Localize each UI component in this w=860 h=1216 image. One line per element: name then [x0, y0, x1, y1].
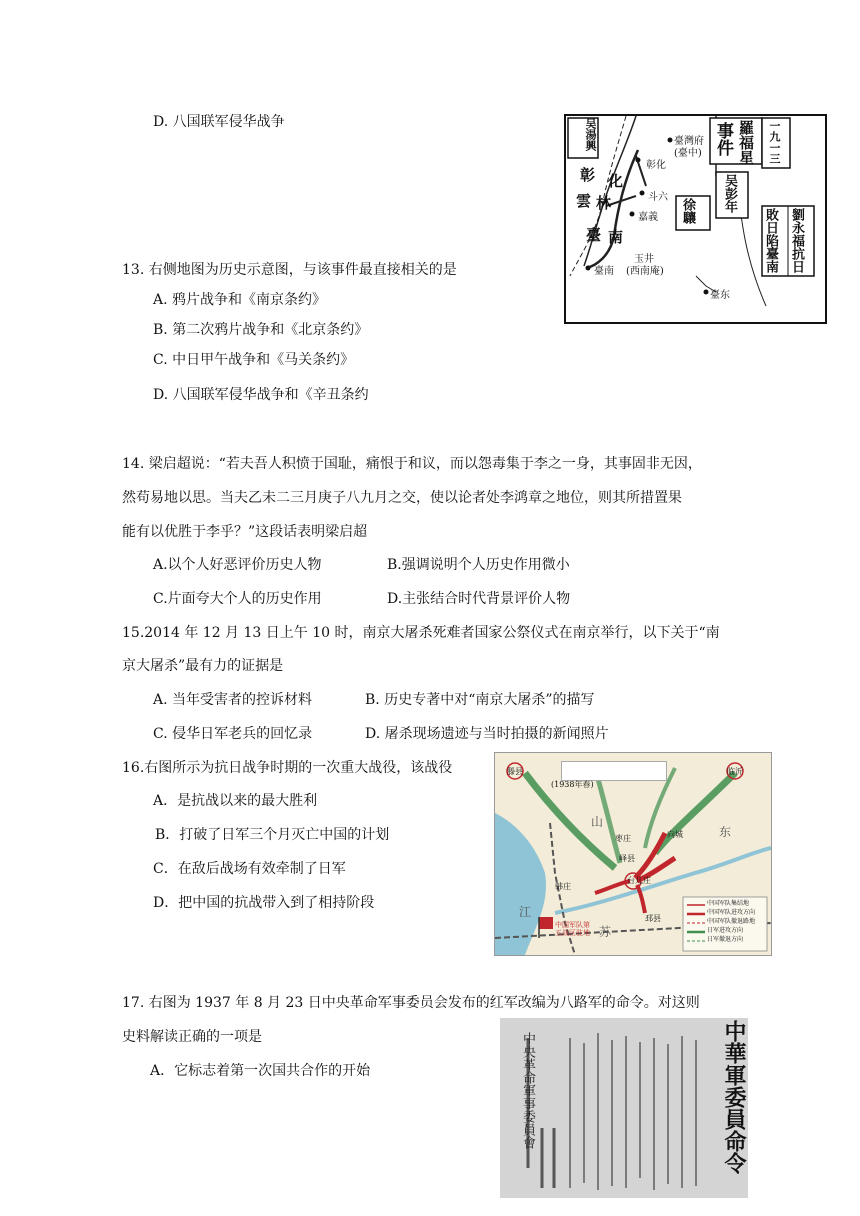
q17-stem-line: 17. 右图为 1937 年 8 月 23 日中央革命军事委员会发布的红军改编为八路军的命令。对这则 — [122, 995, 700, 1011]
place-taizhong: (臺中) — [674, 148, 702, 159]
region-char: 化 — [608, 172, 624, 190]
q15-stem-line: 京大屠杀”最有力的证据是 — [122, 658, 284, 674]
legend-item: 日军撤退方向 — [707, 936, 744, 943]
map-label-xu: 徐驤 — [680, 198, 695, 224]
document-header: 中華軍委員命令 — [721, 1020, 747, 1174]
region-char: 臺 — [586, 226, 602, 244]
legend-item: 中国军队集结地 — [707, 900, 750, 907]
q15-stem-line: 15.2014 年 12 月 13 日上午 10 时，南京大屠杀死难者国家公祭仪式在南京举行，以下关于“南 — [122, 625, 720, 641]
region-char: 南 — [608, 228, 624, 246]
region-char: 东 — [719, 825, 732, 839]
place-jiayi: 嘉義 — [638, 212, 658, 223]
map-label-1913: 一九一三 — [768, 120, 781, 164]
place-taidong: 臺东 — [710, 290, 730, 301]
q13-option-c: C. 中日甲午战争和《马关条约》 — [153, 352, 355, 368]
place-taiwanfu: 臺灣府 — [674, 136, 704, 147]
q14-stem-line: 然苟易地以思。当夫乙未二三月庚子八九月之交，使以论者处李鸿章之地位，则其所措置果 — [122, 490, 682, 506]
q14-stem-line: 14. 梁启超说：“若夫吾人积愤于国耻，痛恨于和议，而以怨毒集于李之一身，其事固非无因， — [122, 456, 702, 472]
q15-option-a: A. 当年受害者的控诉材料 — [153, 692, 313, 708]
q14-option-a: A.以个人好恶评价历史人物 — [153, 557, 322, 573]
q16-option-c: C．在敌后战场有效牵制了日军 — [153, 861, 346, 877]
q13-option-a: A. 鸦片战争和《南京条约》 — [153, 292, 327, 308]
map-label-wu: 吴湯興 — [584, 118, 597, 151]
map-year-label: (1938年春) — [551, 780, 594, 789]
place-zhanghua: 彰化 — [646, 160, 666, 171]
q14-option-c: C.片面夸大个人的历史作用 — [153, 591, 322, 607]
q15-option-c: C. 侵华日军老兵的回忆录 — [153, 726, 313, 742]
place-linyi: 临沂 — [727, 767, 743, 776]
region-char: 雲 — [576, 192, 592, 210]
q12-option-d: D. 八国联军侵华战争 — [153, 114, 285, 130]
map-label-liu: 劉永福抗日 — [789, 208, 804, 273]
map-legend — [707, 899, 755, 944]
q16-option-d: D．把中国的抗战带入到了相持阶段 — [153, 895, 375, 911]
q17-order-document-image — [500, 1018, 748, 1198]
region-char: 江 — [519, 905, 532, 919]
legend-item: 中国军队进攻方向 — [707, 909, 756, 916]
place-pixian: 邳县 — [645, 914, 661, 923]
q16-stem: 16.右图所示为抗日战争时期的一次重大战役，该战役 — [122, 760, 453, 776]
map-label-bai: 敗日陷臺南 — [763, 208, 778, 273]
q13-stem: 13. 右侧地图为历史示意图，与该事件最直接相关的是 — [122, 262, 457, 278]
q14-stem-line: 能有以优胜于李乎？”这段话表明梁启超 — [122, 524, 368, 540]
q13-option-b: B. 第二次鸦片战争和《北京条约》 — [153, 322, 369, 338]
place-hanzhuang: 韩庄 — [555, 882, 571, 891]
q16-option-b: B．打破了日军三个月灭亡中国的计划 — [155, 827, 390, 843]
map-label-luo: 羅福星 — [737, 120, 755, 165]
q16-battle-map — [494, 752, 772, 956]
region-char: 彰 — [580, 166, 596, 184]
map-label-event: 事件 — [713, 122, 733, 156]
region-char: 苏 — [599, 925, 612, 939]
place-taierzhuang: 台儿庄 — [627, 876, 651, 885]
document-side-label: 中央革命軍事委員會 — [520, 1032, 535, 1149]
place-douliu: 斗六 — [648, 192, 668, 203]
q15-option-b: B. 历史专著中对“南京大屠杀”的描写 — [365, 692, 595, 708]
legend-item: 日军进攻方向 — [707, 927, 744, 934]
q14-option-d: D.主张结合时代背景评价人物 — [387, 591, 571, 607]
place-tengxian: 滕县 — [507, 767, 523, 776]
map-label-wupeng: 吴彭年 — [722, 174, 737, 213]
hq-label: 中国军队第 五战区驻地 — [555, 921, 590, 937]
region-char: 林 — [596, 194, 612, 212]
q17-stem-line: 史料解读正确的一项是 — [122, 1029, 262, 1045]
place-xiangcheng: 向城 — [667, 830, 683, 839]
q14-option-b: B.强调说明个人历史作用微小 — [387, 557, 570, 573]
map-title-box — [561, 761, 667, 781]
q16-option-a: A．是抗战以来的最大胜利 — [153, 793, 318, 809]
region-char: 山 — [591, 815, 604, 829]
place-xinanan: (西南庵) — [626, 266, 664, 277]
legend-item: 中国军队撤退路地 — [707, 918, 756, 925]
q13-option-d: D. 八国联军侵华战争和《辛丑条约 — [153, 387, 369, 403]
place-zaozhuang: 枣庄 — [615, 834, 631, 843]
q17-option-a: A．它标志着第一次国共合作的开始 — [150, 1063, 371, 1079]
place-tainan: 臺南 — [594, 266, 614, 277]
place-yixian: 峄县 — [619, 854, 635, 863]
q13-historical-map — [564, 114, 827, 324]
place-yujing: 玉井 — [634, 254, 654, 265]
q15-option-d: D. 屠杀现场遗迹与当时拍摄的新闻照片 — [365, 726, 609, 742]
